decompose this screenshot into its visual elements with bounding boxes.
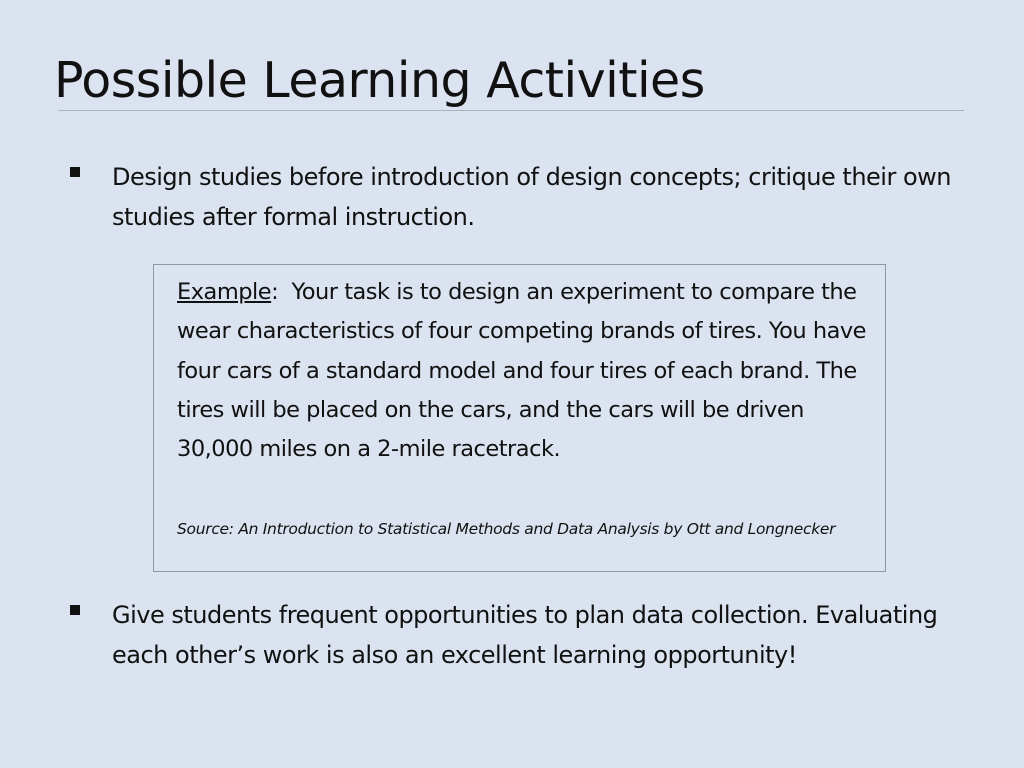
square-bullet-icon xyxy=(70,605,80,615)
square-bullet-icon xyxy=(70,167,80,177)
example-label: Example xyxy=(177,279,272,305)
example-label-suffix: : xyxy=(271,279,292,305)
example-text: Your task is to design an experiment to compare the wear characteristics of four competing brands of tires. You have four cars of a standard model and four tires of each brand. The tires will be placed on the cars, and the cars will be driven 30,000 miles on a 2-mile racetrack. xyxy=(177,279,867,463)
example-body xyxy=(177,273,877,469)
title-divider xyxy=(58,110,964,111)
bullet-item-2 xyxy=(70,595,970,675)
bullet-text-2: Give students frequent opportunities to plan data collection. Evaluating each other’s work is also an excellent learning opportunity! xyxy=(112,601,938,669)
bullet-item-1 xyxy=(70,157,970,237)
example-box xyxy=(153,264,886,572)
slide-title: Possible Learning Activities xyxy=(54,52,705,109)
bullet-text-1: Design studies before introduction of design concepts; critique their own studies after formal instruction. xyxy=(112,163,951,231)
example-source: Source: An Introduction to Statistical Methods and Data Analysis by Ott and Longnecker xyxy=(177,520,836,538)
